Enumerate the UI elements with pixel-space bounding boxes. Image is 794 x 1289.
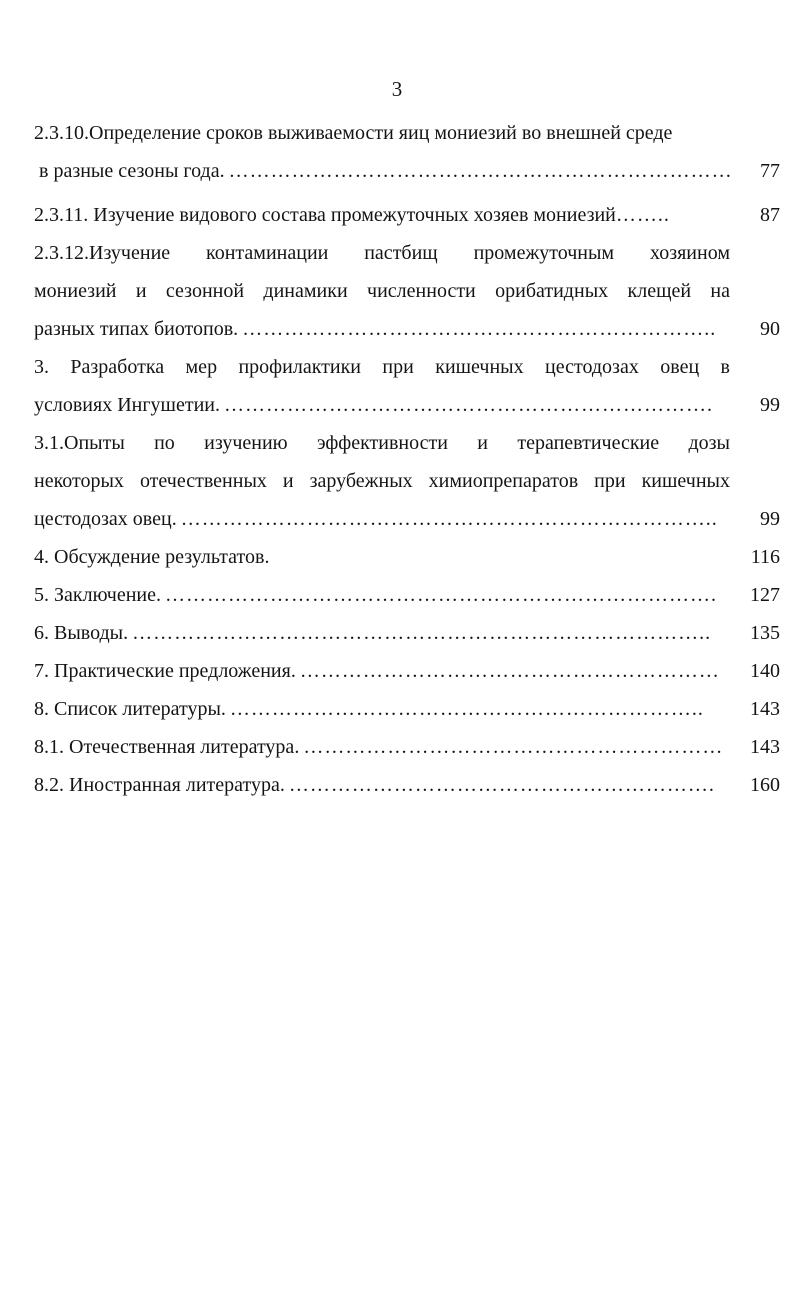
toc-entry-last-line xyxy=(34,728,780,766)
toc-entry-text-line: 2.3.12.Изучение контаминации пастбищ промежуточным хозяином xyxy=(34,242,730,264)
toc-entry-text: 2.3.11. Изучение видового состава промежуточных хозяев мониезий xyxy=(34,204,616,226)
toc-entry-text: 6. Выводы. xyxy=(34,622,129,644)
toc-entry-last-line xyxy=(34,500,780,538)
toc-entry-text: 7. Практические предложения. xyxy=(34,660,296,682)
toc-entry xyxy=(34,576,780,614)
toc-entry-text: 8.2. Иностранная литература. xyxy=(34,774,285,796)
toc-entry-text: 5. Заключение. xyxy=(34,584,161,606)
toc-page-number: 116 xyxy=(750,546,780,568)
toc-entry-last-line xyxy=(34,576,780,614)
toc-leader-dots: ……………………………………………………………. xyxy=(223,394,713,416)
toc-entry-text: 8.1. Отечественная литература. xyxy=(34,736,300,758)
toc-leader-dots: ……………………………………………………………… xyxy=(228,160,733,182)
toc-entry xyxy=(34,728,780,766)
toc-page-number: 143 xyxy=(750,736,780,758)
toc-entry xyxy=(34,652,780,690)
toc-entry-text: в разные сезоны года. xyxy=(34,160,225,182)
toc-entry-last-line xyxy=(34,538,780,576)
toc-entry xyxy=(34,114,780,190)
toc-entry-text-line: 3. Разработка мер профилактики при кишечных цестодозах овец в xyxy=(34,356,730,378)
toc-entry xyxy=(34,766,780,804)
toc-entry-last-line xyxy=(34,690,780,728)
toc-page-number: 127 xyxy=(750,584,780,606)
toc-leader-dots: ………………………………………………………….. xyxy=(242,318,717,340)
toc-page-number: 99 xyxy=(760,508,780,530)
toc-leader-dots xyxy=(273,538,750,576)
toc-page-number: 143 xyxy=(750,698,780,720)
toc-page-number: 77 xyxy=(760,160,780,182)
toc-entry-text-line: мониезий и сезонной динамики численности орибатидных клещей на xyxy=(34,280,730,302)
toc-entry-last-line xyxy=(34,766,780,804)
toc-entry-last-line xyxy=(34,652,780,690)
toc-entry-text: 4. Обсуждение результатов. xyxy=(34,546,270,568)
toc-entry-text: разных типах биотопов. xyxy=(34,318,239,340)
toc-entry xyxy=(34,234,780,348)
toc-entry-text: условиях Ингушетии. xyxy=(34,394,220,416)
page-number: 3 xyxy=(391,77,403,101)
toc-entry-text: цестодозах овец. xyxy=(34,508,177,530)
toc-entry xyxy=(34,690,780,728)
toc-leader-dots: …………………………………………………… xyxy=(299,660,720,682)
toc-entry-text: 8. Список литературы. xyxy=(34,698,226,720)
toc-entry-last-line xyxy=(34,386,780,424)
toc-leader-dots: …………………………………………………… xyxy=(303,736,724,758)
toc-entry-last-line xyxy=(34,310,780,348)
toc-page-number: 160 xyxy=(750,774,780,796)
toc-leader-dots: ……………………………………………………………………. xyxy=(165,584,717,606)
toc-entry-text-line: некоторых отечественных и зарубежных химиопрепаратов при кишечных xyxy=(34,470,730,492)
toc-leader-dots: ……………………………………………………. xyxy=(288,774,715,796)
toc-entry xyxy=(34,196,780,234)
table-of-contents xyxy=(34,114,780,804)
toc-entry xyxy=(34,424,780,538)
toc-page-number: 140 xyxy=(750,660,780,682)
toc-entry-last-line xyxy=(34,152,780,190)
toc-page-number: 135 xyxy=(750,622,780,644)
toc-entry-last-line xyxy=(34,196,780,234)
toc-leader-dots: …….. xyxy=(615,204,670,226)
toc-entry-last-line xyxy=(34,614,780,652)
toc-page-number: 87 xyxy=(760,204,780,226)
toc-entry xyxy=(34,614,780,652)
toc-page-number: 90 xyxy=(760,318,780,340)
toc-entry xyxy=(34,348,780,424)
toc-leader-dots: ………………………………………………………………….. xyxy=(180,508,718,530)
toc-leader-dots: ……………………………………………………………………….. xyxy=(132,622,712,644)
toc-entry-text-line: 3.1.Опыты по изучению эффективности и терапевтические дозы xyxy=(34,432,730,454)
toc-leader-dots: ………………………………………………………….. xyxy=(229,698,704,720)
toc-page-number: 99 xyxy=(760,394,780,416)
toc-entry xyxy=(34,538,780,576)
toc-entry-text-line: 2.3.10.Определение сроков выживаемости яиц мониезий во внешней среде xyxy=(34,122,673,144)
